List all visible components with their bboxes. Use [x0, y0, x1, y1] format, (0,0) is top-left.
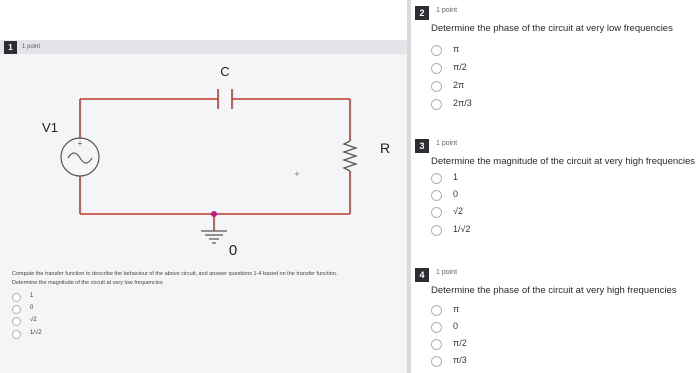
- question-4-option-3[interactable]: [431, 336, 681, 354]
- radio-button[interactable]: [12, 330, 21, 339]
- ground-label: 0: [228, 242, 238, 259]
- question-4-option-1[interactable]: [431, 302, 681, 320]
- question-4-option-2[interactable]: [431, 319, 681, 337]
- radio-button[interactable]: [431, 190, 442, 201]
- radio-button[interactable]: [431, 207, 442, 218]
- question-2-option-2[interactable]: [431, 60, 681, 78]
- option-label: π/3: [453, 355, 467, 365]
- question-3-option-3[interactable]: [431, 204, 681, 222]
- radio-button[interactable]: [12, 317, 21, 326]
- question-3-prompt: Determine the magnitude of the circuit at very high frequencies: [431, 156, 696, 167]
- resistor-label: R: [379, 140, 391, 156]
- radio-button[interactable]: [431, 305, 442, 316]
- option-label: π: [453, 44, 460, 54]
- question-4: [411, 268, 700, 373]
- question-2: [411, 6, 700, 116]
- question-3-option-4[interactable]: [431, 222, 681, 240]
- option-label: 2π: [453, 80, 465, 90]
- question-3-number-badge: 3: [415, 139, 429, 153]
- question-1-option-2[interactable]: [12, 304, 72, 316]
- option-label: π/2: [453, 338, 467, 348]
- option-label: 1/√2: [453, 224, 471, 234]
- radio-button[interactable]: [431, 322, 442, 333]
- radio-button[interactable]: [431, 225, 442, 236]
- question-1-option-4[interactable]: [12, 329, 72, 341]
- question-3: [411, 139, 700, 249]
- option-label: √2: [453, 206, 463, 216]
- question-2-option-3[interactable]: [431, 78, 681, 96]
- question-3-option-2[interactable]: [431, 187, 681, 205]
- radio-button[interactable]: [431, 99, 442, 110]
- voltage-source-label: V1: [42, 120, 58, 135]
- radio-button[interactable]: [431, 339, 442, 350]
- question-1-option-1[interactable]: [12, 292, 72, 304]
- question-4-points: 1 point: [436, 269, 458, 276]
- voltage-source-symbol: [61, 138, 99, 176]
- question-2-prompt: Determine the phase of the circuit at very low frequencies: [431, 23, 673, 34]
- question-1-instructions: Compute the transfer function to describe the behaviour of the above circuit, and answer questions 1-4 based on the transfer function.: [12, 271, 338, 277]
- radio-button[interactable]: [431, 45, 442, 56]
- ground-symbol: [201, 231, 227, 243]
- question-2-option-1[interactable]: [431, 42, 681, 60]
- question-2-option-4[interactable]: [431, 96, 681, 114]
- option-label: 0: [453, 189, 459, 199]
- svg-text:+: +: [77, 139, 83, 148]
- resistor-symbol: [344, 141, 356, 171]
- radio-button[interactable]: [12, 305, 21, 314]
- question-1-option-3[interactable]: [12, 316, 72, 328]
- ground-node: [211, 211, 217, 217]
- question-1-prompt: Determine the magnitude of the circuit at very low frequencies: [12, 280, 163, 286]
- question-1-points: 1 point: [22, 44, 41, 50]
- question-4-number-badge: 4: [415, 268, 429, 282]
- question-1-number-badge: 1: [4, 41, 17, 54]
- option-label: π/2: [453, 62, 467, 72]
- option-label: 1: [30, 293, 34, 299]
- capacitor-label: C: [220, 64, 230, 79]
- radio-button[interactable]: [431, 81, 442, 92]
- capacitor-symbol: [218, 89, 232, 109]
- question-2-points: 1 point: [436, 7, 458, 14]
- question-3-option-1[interactable]: [431, 170, 681, 188]
- option-label: 0: [30, 305, 34, 311]
- option-label: π: [453, 304, 460, 314]
- radio-button[interactable]: [431, 173, 442, 184]
- probe-plus-marker: +: [294, 169, 300, 179]
- option-label: 1: [453, 172, 459, 182]
- radio-button[interactable]: [431, 356, 442, 367]
- option-label: 1/√2: [30, 330, 42, 336]
- question-4-option-4[interactable]: [431, 353, 681, 371]
- option-label: 0: [453, 321, 459, 331]
- question-2-number-badge: 2: [415, 6, 429, 20]
- question-1-header: [0, 40, 407, 54]
- top-strip: [0, 0, 407, 40]
- option-label: √2: [30, 317, 37, 323]
- radio-button[interactable]: [12, 293, 21, 302]
- question-3-points: 1 point: [436, 140, 458, 147]
- question-4-prompt: Determine the phase of the circuit at very high frequencies: [431, 285, 677, 296]
- radio-button[interactable]: [431, 63, 442, 74]
- option-label: 2π/3: [453, 98, 472, 108]
